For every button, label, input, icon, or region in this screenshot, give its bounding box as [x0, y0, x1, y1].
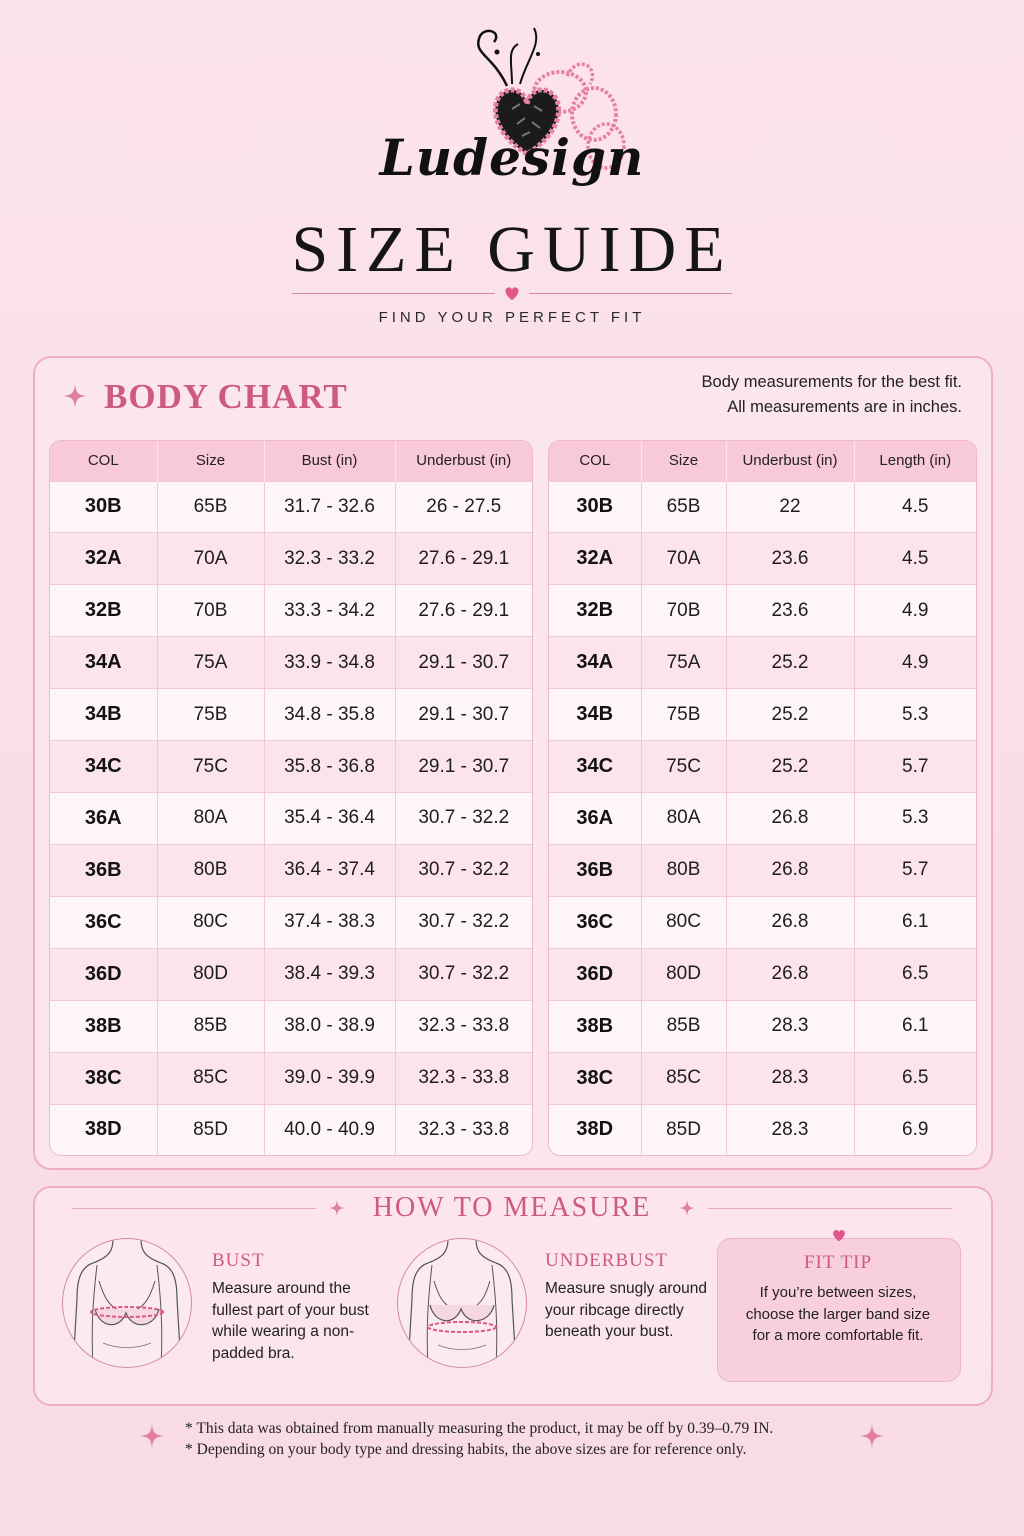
table-cell: 85D: [157, 1104, 264, 1155]
underbust-heading: UNDERBUST: [545, 1250, 669, 1271]
table-row: [50, 793, 532, 845]
table-cell: 34.8 - 35.8: [264, 689, 395, 741]
table-row: [50, 844, 532, 896]
table-cell: 75C: [157, 741, 264, 793]
bust-instructions: Measure around the fullest part of your bust while wearing a non-padded bra.: [212, 1280, 369, 1362]
table-cell: 75A: [641, 637, 726, 689]
table-cell: 75B: [641, 689, 726, 741]
table-cell: 65B: [641, 481, 726, 533]
table-cell: 36A: [549, 793, 641, 845]
table-cell: 28.3: [726, 1104, 854, 1155]
table-cell: 85B: [157, 1000, 264, 1052]
table-cell: 34C: [50, 741, 157, 793]
table-row: [549, 1000, 976, 1052]
table-cell: 5.3: [854, 689, 976, 741]
table-cell: 80C: [641, 896, 726, 948]
table-cell: 25.2: [726, 741, 854, 793]
body-chart-note: All measurements are in inches.: [727, 398, 962, 416]
table-cell: 26 - 27.5: [395, 481, 532, 533]
table-cell: 75A: [157, 637, 264, 689]
column-header: Underbust (in): [395, 441, 532, 481]
table-cell: 28.3: [726, 1000, 854, 1052]
body-chart-title: BODY CHART: [104, 377, 348, 416]
heart-icon: [831, 1227, 847, 1243]
table-cell: 33.3 - 34.2: [264, 585, 395, 637]
table-cell: 32.3 - 33.8: [395, 1104, 532, 1155]
table-cell: 31.7 - 32.6: [264, 481, 395, 533]
table-cell: 36.4 - 37.4: [264, 844, 395, 896]
table-cell: 4.9: [854, 637, 976, 689]
table-row: [50, 741, 532, 793]
table-row: [549, 637, 976, 689]
table-cell: 34B: [50, 689, 157, 741]
table-cell: 80A: [641, 793, 726, 845]
table-cell: 36B: [549, 844, 641, 896]
fit-tip-heading: FIT TIP: [803, 1252, 873, 1273]
column-header: Underbust (in): [726, 441, 854, 481]
table-cell: 85C: [157, 1052, 264, 1104]
table-cell: 28.3: [726, 1052, 854, 1104]
table-cell: 40.0 - 40.9: [264, 1104, 395, 1155]
table-cell: 36B: [50, 844, 157, 896]
table-cell: 35.4 - 36.4: [264, 793, 395, 845]
sparkle-star-icon: [139, 1423, 165, 1449]
tagline: FIND YOUR PERFECT FIT: [378, 309, 646, 326]
table-cell: 5.3: [854, 793, 976, 845]
table-cell: 80D: [641, 948, 726, 1000]
table-cell: 38B: [549, 1000, 641, 1052]
underbust-figure-icon: [397, 1238, 527, 1368]
table-row: [549, 585, 976, 637]
table-row: [50, 481, 532, 533]
table-cell: 29.1 - 30.7: [395, 689, 532, 741]
table-row: [50, 689, 532, 741]
footer-note: * This data was obtained from manually measuring the product, it may be off by 0.39–0.79 IN.: [185, 1420, 774, 1437]
table-cell: 35.8 - 36.8: [264, 741, 395, 793]
footer-note: * Depending on your body type and dressing habits, the above sizes are for reference only.: [185, 1441, 747, 1458]
table-cell: 34B: [549, 689, 641, 741]
table-row: [549, 1052, 976, 1104]
table-cell: 85C: [641, 1052, 726, 1104]
table-cell: 85B: [641, 1000, 726, 1052]
table-row: [549, 533, 976, 585]
table-cell: 6.1: [854, 1000, 976, 1052]
body-chart-note: Body measurements for the best fit.: [701, 373, 962, 391]
table-cell: 32B: [50, 585, 157, 637]
table-cell: 32A: [50, 533, 157, 585]
table-row: [549, 689, 976, 741]
table-cell: 38C: [50, 1052, 157, 1104]
brand-name: Ludesign: [379, 128, 645, 187]
table-cell: 5.7: [854, 741, 976, 793]
table-row: [50, 1052, 532, 1104]
bust-heading: BUST: [212, 1250, 265, 1271]
table-cell: 75B: [157, 689, 264, 741]
page-title: SIZE GUIDE: [291, 213, 733, 286]
table-row: [50, 585, 532, 637]
table-cell: 25.2: [726, 689, 854, 741]
size-table-right: [548, 440, 977, 1156]
size-table-left: [49, 440, 533, 1156]
column-header: COL: [549, 441, 641, 481]
table-header-row: [50, 441, 532, 481]
table-cell: 22: [726, 481, 854, 533]
table-cell: 80C: [157, 896, 264, 948]
table-cell: 70B: [641, 585, 726, 637]
table-cell: 75C: [641, 741, 726, 793]
sparkle-star-icon: [859, 1423, 885, 1449]
table-cell: 65B: [157, 481, 264, 533]
table-row: [50, 948, 532, 1000]
table-row: [549, 793, 976, 845]
table-cell: 5.7: [854, 844, 976, 896]
table-cell: 30.7 - 32.2: [395, 793, 532, 845]
table-cell: 38.0 - 38.9: [264, 1000, 395, 1052]
table-cell: 30B: [50, 481, 157, 533]
column-header: Size: [641, 441, 726, 481]
table-cell: 4.5: [854, 481, 976, 533]
table-row: [549, 948, 976, 1000]
table-row: [549, 896, 976, 948]
table-cell: 38.4 - 39.3: [264, 948, 395, 1000]
table-row: [50, 1000, 532, 1052]
table-cell: 36C: [50, 896, 157, 948]
table-cell: 30.7 - 32.2: [395, 844, 532, 896]
table-row: [549, 741, 976, 793]
heart-icon: [503, 284, 521, 302]
table-cell: 70A: [641, 533, 726, 585]
table-cell: 26.8: [726, 844, 854, 896]
column-header: COL: [50, 441, 157, 481]
underbust-instructions: Measure snugly around your ribcage directly beneath your bust.: [545, 1280, 707, 1340]
table-cell: 33.9 - 34.8: [264, 637, 395, 689]
table-row: [50, 533, 532, 585]
table-cell: 36D: [50, 948, 157, 1000]
table-cell: 32.3 - 33.8: [395, 1052, 532, 1104]
table-cell: 32B: [549, 585, 641, 637]
table-cell: 36D: [549, 948, 641, 1000]
table-cell: 85D: [641, 1104, 726, 1155]
table-cell: 80D: [157, 948, 264, 1000]
table-cell: 32A: [549, 533, 641, 585]
table-cell: 4.5: [854, 533, 976, 585]
table-cell: 25.2: [726, 637, 854, 689]
table-cell: 26.8: [726, 793, 854, 845]
column-header: Size: [157, 441, 264, 481]
table-cell: 27.6 - 29.1: [395, 533, 532, 585]
table-cell: 23.6: [726, 585, 854, 637]
table-cell: 6.9: [854, 1104, 976, 1155]
table-header-row: [549, 441, 976, 481]
table-cell: 6.5: [854, 1052, 976, 1104]
table-cell: 36A: [50, 793, 157, 845]
table-cell: 37.4 - 38.3: [264, 896, 395, 948]
table-cell: 70B: [157, 585, 264, 637]
column-header: Bust (in): [264, 441, 395, 481]
table-cell: 29.1 - 30.7: [395, 637, 532, 689]
table-row: [50, 896, 532, 948]
table-cell: 27.6 - 29.1: [395, 585, 532, 637]
table-cell: 30B: [549, 481, 641, 533]
table-cell: 34A: [549, 637, 641, 689]
divider-line: [529, 293, 732, 294]
table-cell: 36C: [549, 896, 641, 948]
table-cell: 26.8: [726, 896, 854, 948]
how-to-measure-title: HOW TO MEASURE: [372, 1192, 652, 1223]
table-cell: 6.1: [854, 896, 976, 948]
table-cell: 29.1 - 30.7: [395, 741, 532, 793]
table-cell: 23.6: [726, 533, 854, 585]
table-cell: 38D: [549, 1104, 641, 1155]
table-cell: 80B: [641, 844, 726, 896]
table-cell: 34C: [549, 741, 641, 793]
table-cell: 80B: [157, 844, 264, 896]
table-cell: 38C: [549, 1052, 641, 1104]
table-cell: 39.0 - 39.9: [264, 1052, 395, 1104]
table-row: [549, 481, 976, 533]
table-cell: 26.8: [726, 948, 854, 1000]
table-row: [549, 844, 976, 896]
table-cell: 38D: [50, 1104, 157, 1155]
divider-line: [292, 293, 495, 294]
table-cell: 30.7 - 32.2: [395, 896, 532, 948]
table-cell: 80A: [157, 793, 264, 845]
table-cell: 30.7 - 32.2: [395, 948, 532, 1000]
sparkle-star-icon: [62, 383, 88, 409]
table-cell: 4.9: [854, 585, 976, 637]
table-row: [549, 1104, 976, 1155]
table-row: [50, 637, 532, 689]
bust-figure-icon: [62, 1238, 192, 1368]
table-row: [50, 1104, 532, 1155]
table-cell: 32.3 - 33.2: [264, 533, 395, 585]
column-header: Length (in): [854, 441, 976, 481]
table-cell: 32.3 - 33.8: [395, 1000, 532, 1052]
fit-tip-text: If you’re between sizes, choose the larger band size for a more comfortable fit.: [745, 1284, 931, 1344]
table-cell: 34A: [50, 637, 157, 689]
table-cell: 38B: [50, 1000, 157, 1052]
table-cell: 70A: [157, 533, 264, 585]
table-cell: 6.5: [854, 948, 976, 1000]
